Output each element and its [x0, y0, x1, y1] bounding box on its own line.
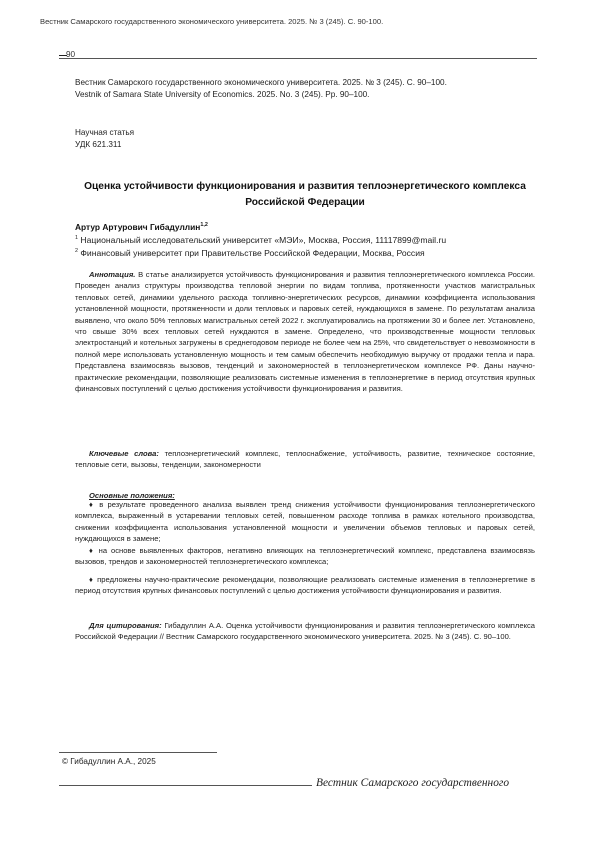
article-title: Оценка устойчивости функционирования и развития теплоэнергетического комплекса Российской Федерации [84, 181, 526, 208]
citation [75, 620, 535, 643]
keywords-text: теплоэнергетический комплекс, теплоснабжение, устойчивость, развитие, техническое состояние, тепловые сети, вызовы, тенденции, закономерности [75, 449, 535, 470]
citation-label: Для цитирования: [89, 621, 162, 630]
footnote-rule [59, 752, 217, 753]
key-points-heading: Основные положения: [89, 491, 175, 500]
author-affiliation-marks: 1,2 [200, 222, 208, 229]
article-type: Научная статья [75, 128, 135, 137]
citation-text: Гибадуллин А.А. Оценка устойчивости функционирования и развития теплоэнергетического комплекса Российской Федерации // Вестник Самарского государственного экономического университета. 2025. № 3 (245). С. 90–100. [75, 621, 535, 642]
author [75, 222, 208, 232]
footer-journal-name: Вестник Самарского государственного [316, 777, 510, 789]
key-point-1: ♦ в результате проведенного анализа выявлен тренд снижения устойчивости функционирования теплоэнергетического комплекса, выраженный в устаревании тепловых сетей, повышенном расходе топлива в рамках котельного производства, снижении коэффициента использования установленной мощности и увеличении объемов тепловых и паровых сетей, нуждающихся в замене; [75, 500, 535, 544]
affiliation-2 [75, 248, 425, 258]
abstract [75, 269, 535, 394]
affiliation-mark: 1 [75, 235, 78, 242]
author-name: Артур Артурович Гибадуллин [75, 222, 201, 232]
udc-code: УДК 621.311 [75, 140, 122, 149]
affiliation-mark: 2 [75, 248, 78, 255]
journal-citation-ru: Вестник Самарского государственного экономического университета. 2025. № 3 (245). С. 90–100. [75, 78, 447, 87]
abstract-text: В статье анализируется устойчивость функционирования и развития теплоэнергетического комплекса России. Проведен анализ структуры производства тепловой энергии по видам топлива, протяженности участков магистральных тепловых сетей, динамики удельного расхода топливно-энергетических ресурсов, динамики коэффициента использования установленной мощности, протяженности и доли тепловых и паровых сетей, нуждающихся в замене. По результатам анализа выявлено, что около 50% тепловых магистральных сетей 2022 г. эксплуатировались на протяжении 30 и более лет. Установлено, что свыше 30% всех тепловых сетей нуждаются в замене. Определено, что производственные мощности тепловых электростанций и котельных загружены в среднегодовом периоде не более чем на 25%, что свидетельствует о невозможности в полной мере использовать установленную мощность и тем самым обеспечить необходимую выручку от продажи тепла и пара. Представлена взаимосвязь вызовов, тенденций и закономерностей в теплоэнергетическом комплексе РФ. Даны научно-практические рекомендации, позволяющие реализовать системные изменения в теплоэнергетике в период отсутствия крупных финансовых поступлений с целью достижения устойчивости функционирования и развития. [75, 270, 535, 394]
page-number: 90 [66, 50, 76, 59]
affiliation-1 [75, 235, 446, 245]
footer-rule [59, 785, 312, 786]
affiliation-text: Национальный исследовательский университет «МЭИ», Москва, Россия, 11117899@mail.ru [80, 235, 447, 245]
key-point-3: ♦ предложены научно-практические рекомендации, позволяющие реализовать системные изменения в теплоэнергетике в период отсутствия крупных финансовых поступлений с целью достижения устойчивости функционирования и развития. [75, 575, 535, 596]
header-rule [59, 58, 537, 59]
running-header: Вестник Самарского государственного экономического университета. 2025. № 3 (245). С. 90-100. [40, 17, 384, 26]
keywords [75, 448, 535, 471]
abstract-label: Аннотация. [89, 270, 136, 279]
affiliation-text: Финансовый университет при Правительстве Российской Федерации, Москва, Россия [80, 248, 425, 258]
copyright: © Гибадуллин А.А., 2025 [62, 757, 156, 766]
keywords-label: Ключевые слова: [89, 449, 159, 458]
key-point-2: ♦ на основе выявленных факторов, негативно влияющих на теплоэнергетический комплекс, представлена взаимосвязь вызовов, трендов и закономерностей теплоэнергетического комплекса; [75, 546, 535, 567]
journal-citation-en: Vestnik of Samara State University of Economics. 2025. No. 3 (245). Pp. 90–100. [75, 90, 370, 99]
